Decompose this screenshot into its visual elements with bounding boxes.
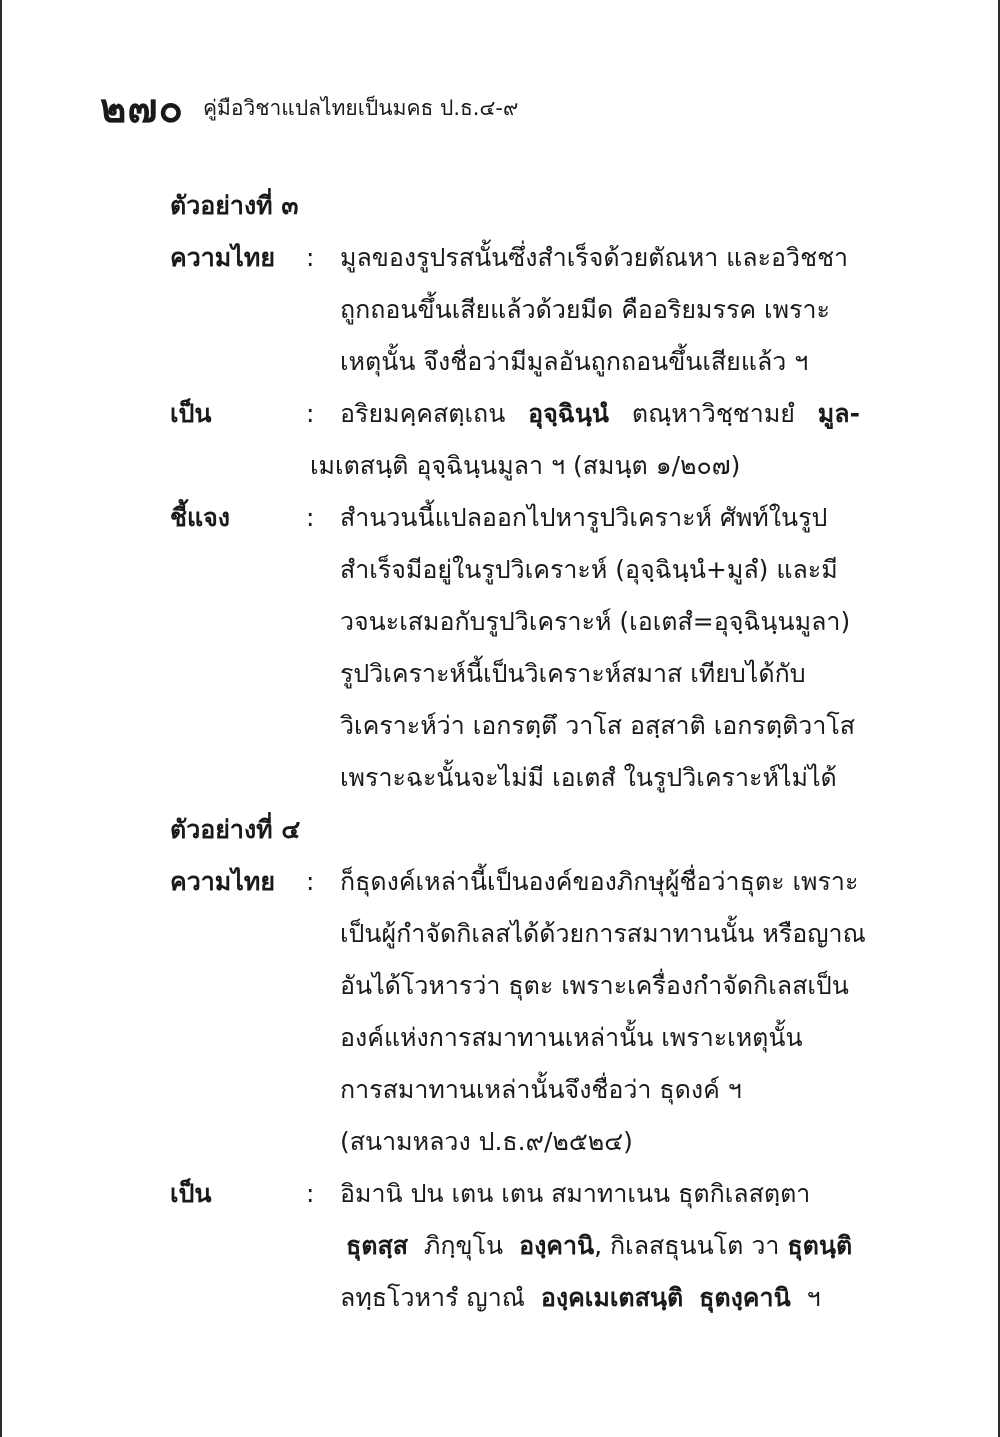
thai-label: ความไทย (170, 867, 275, 896)
example-4-thai (170, 856, 870, 1168)
pali-word-bold: องฺคเมเตสนฺติ (540, 1283, 684, 1312)
book-title: คู่มือวิชาแปลไทยเป็นมคธ ป.ธ.๔-๙ (202, 95, 519, 120)
page-content (170, 180, 870, 1324)
example-4-pali (170, 1168, 870, 1324)
text-line (340, 388, 860, 440)
colon: : (306, 1179, 315, 1208)
text-line: เป็นผู้กำจัดกิเลสได้ด้วยการสมาทานนั้น หรือญาณ (340, 919, 866, 948)
running-header (100, 76, 519, 132)
example-3-pali (170, 388, 870, 492)
text-line: ถูกถอนขึ้นเสียแล้วด้วยมีด คืออริยมรรค เพราะ (340, 295, 830, 324)
pali-word: ฯ (806, 1283, 821, 1312)
text-line (340, 1272, 860, 1324)
text-line: เมเตสนฺติ อุจฺฉินฺนมูลา ฯ (สมนฺต ๑/๒๐๗) (310, 451, 741, 480)
pali-word: , กิเลสธุนนโต วา (594, 1231, 780, 1260)
text-line: ก็ธุดงค์เหล่านี้เป็นองค์ของภิกษุผู้ชื่อว่าธุตะ เพราะ (340, 867, 859, 896)
text-line: วจนะเสมอกับรูปวิเคราะห์ (เอเตสํ=อุจฺฉินฺนมูลา) (340, 607, 851, 636)
colon: : (306, 243, 315, 272)
example-4-heading: ตัวอย่างที่ ๔ (170, 815, 301, 844)
explain-label: ชี้แจง (170, 503, 230, 532)
colon: : (306, 867, 315, 896)
pali-word: ตณฺหาวิชฺชามยํ (631, 399, 795, 428)
text-line: การสมาทานเหล่านั้นจึงชื่อว่า ธุดงค์ ฯ (340, 1075, 742, 1104)
text-line (346, 1220, 860, 1272)
text-line: วิเคราะห์ว่า เอกรตฺตึ วาโส อสฺสาติ เอกรตฺติวาโส (340, 711, 856, 740)
colon: : (306, 503, 315, 532)
text-line: อิมานิ ปน เตน เตน สมาทาเนน ธุตกิเลสตฺตา (340, 1179, 811, 1208)
text-line: สำนวนนี้แปลออกไปหารูปวิเคราะห์ ศัพท์ในรูป (340, 503, 828, 532)
example-3-heading: ตัวอย่างที่ ๓ (170, 191, 299, 220)
text-line: องค์แห่งการสมาทานเหล่านั้น เพราะเหตุนั้น (340, 1023, 803, 1052)
colon: : (306, 399, 315, 428)
pali-label: เป็น (170, 399, 212, 428)
text-line: เพราะฉะนั้นจะไม่มี เอเตสํ ในรูปวิเคราะห์ไม่ได้ (340, 763, 837, 792)
text-line: อันได้โวหารว่า ธุตะ เพราะเครื่องกำจัดกิเลสเป็น (340, 971, 849, 1000)
pali-word-bold: อุจฺฉินฺนํ (528, 399, 610, 428)
text-line: (สนามหลวง ป.ธ.๙/๒๕๒๔) (340, 1127, 633, 1156)
text-line: รูปวิเคราะห์นี้เป็นวิเคราะห์สมาส เทียบได้กับ (340, 659, 806, 688)
example-3-thai (170, 232, 870, 388)
pali-word-bold: องฺคานิ (519, 1231, 595, 1260)
pali-word: อริยมคฺคสตฺเถน (340, 399, 506, 428)
page-border-left (0, 0, 2, 1437)
pali-word-bold: ธุตสฺส (346, 1231, 409, 1260)
pali-word: ลทฺธโวหารํ ญาณํ (340, 1283, 525, 1312)
example-3-explanation (170, 492, 870, 804)
text-line: เหตุนั้น จึงชื่อว่ามีมูลอันถูกถอนขึ้นเสียแล้ว ฯ (340, 347, 809, 376)
pali-word-bold: ธุตงฺคานิ (699, 1283, 791, 1312)
pali-word: ภิกฺขุโน (423, 1231, 504, 1260)
pali-label: เป็น (170, 1179, 212, 1208)
text-line: มูลของรูปรสนั้นซึ่งสำเร็จด้วยตัณหา และอวิชชา (340, 243, 849, 272)
pali-word-bold: มูล- (817, 399, 860, 428)
thai-label: ความไทย (170, 243, 275, 272)
pali-word-bold: ธุตนฺติ (787, 1231, 853, 1260)
page-number: ๒๗๐ (100, 86, 184, 132)
text-line: สำเร็จมีอยู่ในรูปวิเคราะห์ (อุจฺฉินฺนํ+มูลํ) และมี (340, 555, 838, 584)
